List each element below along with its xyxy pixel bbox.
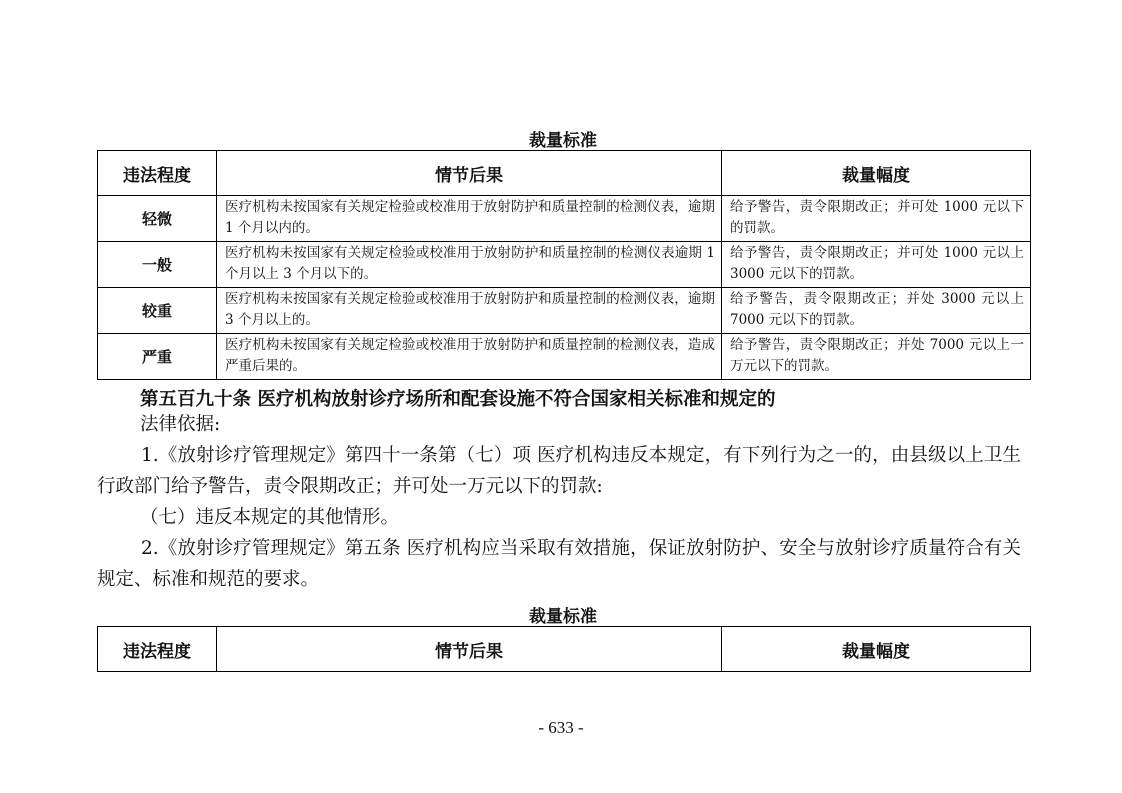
header-circumstance: 情节后果 [217, 151, 722, 196]
level-cell: 轻微 [98, 196, 217, 242]
circumstance-cell: 医疗机构未按国家有关规定检验或校准用于放射防护和质量控制的检测仪表，造成严重后果的。 [217, 334, 722, 380]
level-cell: 一般 [98, 242, 217, 288]
header-violation-degree: 违法程度 [98, 627, 217, 672]
header-penalty-range: 裁量幅度 [722, 627, 1031, 672]
legal-basis-label: 法律依据: [140, 414, 221, 435]
page-number: - 633 - [538, 718, 584, 737]
circumstance-cell: 医疗机构未按国家有关规定检验或校准用于放射防护和质量控制的检测仪表逾期 1 个月以上 3 个月以下的。 [217, 242, 722, 288]
table-header-row [98, 151, 1031, 196]
legal-clause-1-item: （七）违反本规定的其他情形。 [140, 507, 400, 528]
penalty-table-2 [97, 626, 1031, 672]
header-violation-degree: 违法程度 [98, 151, 217, 196]
table-row [98, 242, 1031, 288]
table2-caption: 裁量标准 [529, 607, 597, 627]
table-row [98, 288, 1031, 334]
circumstance-cell: 医疗机构未按国家有关规定检验或校准用于放射防护和质量控制的检测仪表，逾期 3 个月以上的。 [217, 288, 722, 334]
legal-clause-1: 1.《放射诊疗管理规定》第四十一条第（七）项 医疗机构违反本规定，有下列行为之一的，由县级以上卫生行政部门给予警告，责令限期改正；并可处一万元以下的罚款: [97, 445, 1021, 497]
level-cell: 严重 [98, 334, 217, 380]
penalty-cell: 给予警告，责令限期改正；并处 3000 元以上 7000 元以下的罚款。 [722, 288, 1031, 334]
circumstance-cell: 医疗机构未按国家有关规定检验或校准用于放射防护和质量控制的检测仪表，逾期 1 个月以内的。 [217, 196, 722, 242]
article-title: 第五百九十条 医疗机构放射诊疗场所和配套设施不符合国家相关标准和规定的 [140, 389, 776, 410]
penalty-cell: 给予警告，责令限期改正；并处 7000 元以上一万元以下的罚款。 [722, 334, 1031, 380]
table-header-row [98, 627, 1031, 672]
penalty-table-1 [97, 150, 1031, 380]
header-circumstance: 情节后果 [217, 627, 722, 672]
table1-caption: 裁量标准 [529, 131, 597, 151]
table-row [98, 334, 1031, 380]
penalty-cell: 给予警告，责令限期改正；并可处 1000 元以上 3000 元以下的罚款。 [722, 242, 1031, 288]
level-cell: 较重 [98, 288, 217, 334]
penalty-cell: 给予警告，责令限期改正；并可处 1000 元以下的罚款。 [722, 196, 1031, 242]
legal-clause-2: 2.《放射诊疗管理规定》第五条 医疗机构应当采取有效措施，保证放射防护、安全与放射诊疗质量符合有关规定、标准和规范的要求。 [97, 538, 1021, 590]
header-penalty-range: 裁量幅度 [722, 151, 1031, 196]
table-row [98, 196, 1031, 242]
